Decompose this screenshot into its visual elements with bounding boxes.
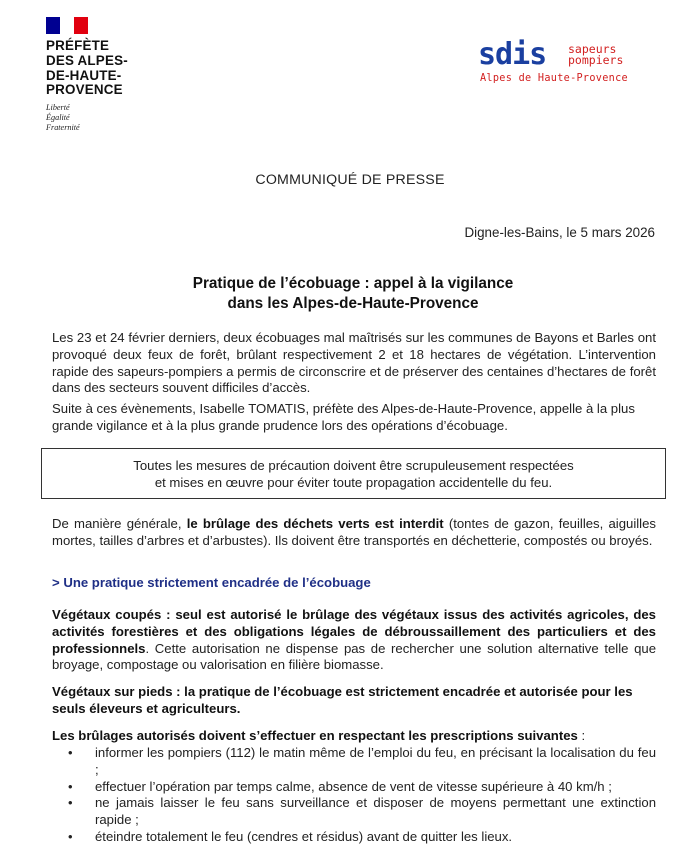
title-line: dans les Alpes-de-Haute-Provence xyxy=(227,295,479,312)
letterhead xyxy=(0,0,700,150)
list-item-text: informer les pompiers (112) le matin même de l’emploi du feu, en précisant la localisation du feu ; xyxy=(95,745,656,777)
flag-red-band xyxy=(74,17,88,34)
press-release-title xyxy=(0,274,700,314)
green-waste-intro: De manière générale, xyxy=(52,516,187,531)
prefecture-name-line: DES ALPES- xyxy=(46,52,128,68)
list-item xyxy=(68,745,656,779)
paragraph-green-waste xyxy=(52,516,656,550)
precaution-callout-box xyxy=(41,448,666,499)
prescriptions-intro: Les brûlages autorisés doivent s’effectuer en respectant les prescriptions suivantes xyxy=(52,728,578,743)
green-waste-details: (tontes de gazon, feuilles, aiguilles mortes, tailles d’arbres et d’arbustes). Ils doivent être transportés en déchetterie, compostés ou broyés. xyxy=(52,516,656,548)
bullet-icon: • xyxy=(68,795,73,811)
list-item xyxy=(68,795,656,829)
list-item-text: effectuer l’opération par temps calme, absence de vent de vitesse supérieure à 40 km/h ; xyxy=(95,778,612,794)
sdis-service-line: pompiers xyxy=(568,53,624,67)
bullet-icon: • xyxy=(68,778,73,794)
dateline: Digne-les-Bains, le 5 mars 2026 xyxy=(464,225,655,240)
flag-blue-band xyxy=(46,17,60,34)
paragraph-prescriptions-intro xyxy=(52,728,656,745)
prescriptions-list xyxy=(68,745,656,846)
motto-line: Liberté xyxy=(46,103,70,112)
callout-line: Toutes les mesures de précaution doivent être scrupuleusement respectées xyxy=(133,458,574,473)
sdis-wordmark: sdis xyxy=(478,37,547,72)
paragraph-prefect-appeal: Suite à ces évènements, Isabelle TOMATIS, préfète des Alpes-de-Haute-Provence, appelle à la plus grande vigilance et à la plus grande prudence lors des opérations d’écobuage. xyxy=(52,401,635,433)
marianne-flag-logo xyxy=(46,17,88,34)
cut-vegetation-rule: Végétaux coupés : seul est autorisé le brûlage des végétaux issus des activités agricoles, des activités forestières et des obligations légales de débroussaillement des particuliers et des professionnels xyxy=(52,607,656,656)
document-kind: COMMUNIQUÉ DE PRESSE xyxy=(255,172,445,188)
bullet-icon: • xyxy=(68,828,73,844)
list-item-text: éteindre totalement le feu (cendres et résidus) avant de quitter les lieux. xyxy=(95,828,513,844)
bullet-icon: • xyxy=(68,745,73,760)
callout-line: et mises en œuvre pour éviter toute propagation accidentelle du feu. xyxy=(154,474,553,490)
paragraph-incidents: Les 23 et 24 février derniers, deux écobuages mal maîtrisés sur les communes de Bayons et Barles ont provoqué deux feux de forêt, brûlant respectivement 2 et 18 hectares de végétation. L’intervention rapide des sapeurs-pompiers a permis de circonscrire et de préserver des centaines d’hectares de forêt dans des secteurs souvent difficiles d’accès. xyxy=(52,330,656,396)
sdis-service-name xyxy=(568,44,623,66)
section-heading: > Une pratique strictement encadrée de l’écobuage xyxy=(52,575,371,590)
prefecture-name-line: DE-HAUTE- xyxy=(46,67,122,83)
paragraph-standing-vegetation xyxy=(52,684,656,718)
sdis-department: Alpes de Haute-Provence xyxy=(480,73,628,84)
prefecture-name-line: PRÉFÈTE xyxy=(46,38,110,53)
republic-motto xyxy=(46,103,126,133)
flag-white-band xyxy=(60,17,74,34)
paragraph-cut-vegetation xyxy=(52,607,656,674)
sdis-service-line: sapeurs xyxy=(568,42,617,56)
list-item xyxy=(68,829,656,846)
list-item-text: ne jamais laisser le feu sans surveillance et disposer de moyens permettant une extinction rapide ; xyxy=(95,795,656,828)
motto-line: Égalité xyxy=(46,113,70,122)
green-waste-ban: le brûlage des déchets verts est interdit xyxy=(186,516,444,531)
title-line: Pratique de l’écobuage : appel à la vigilance xyxy=(192,275,514,292)
cut-vegetation-note: . Cette autorisation ne dispense pas de rechercher une solution alternative telle que broyage, compostage ou valorisation en filière biomasse. xyxy=(52,640,656,673)
list-item xyxy=(68,779,656,796)
prefecture-name xyxy=(46,39,166,98)
prefecture-name-line: PROVENCE xyxy=(46,82,123,98)
sdis-logo xyxy=(478,37,658,90)
motto-line: Fraternité xyxy=(46,123,80,132)
prescriptions-colon: : xyxy=(577,728,586,743)
standing-vegetation-rule: Végétaux sur pieds : la pratique de l’écobuage est strictement encadrée et autorisée pour les seuls éleveurs et agriculteurs. xyxy=(52,684,633,716)
